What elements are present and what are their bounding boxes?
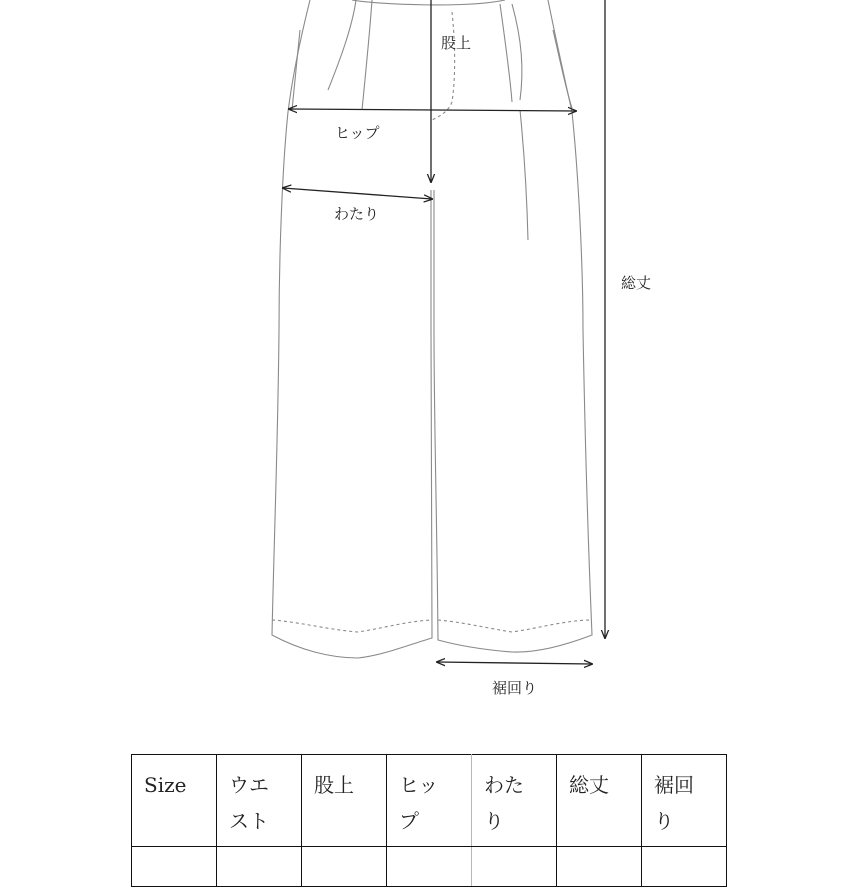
- waistband-line: [352, 0, 505, 5]
- header-hip: ヒッ プ: [387, 755, 472, 847]
- hem-arrow: [437, 662, 592, 664]
- hip-arrow: [289, 109, 576, 111]
- size-table: [131, 754, 727, 887]
- table-header-row: [132, 755, 727, 847]
- right-pleat-2: [512, 4, 522, 100]
- pants-outline: [272, 0, 592, 658]
- table-row: [132, 847, 727, 887]
- right-cuff-line: [438, 620, 592, 632]
- thigh-arrow: [283, 188, 432, 199]
- left-pleat-2: [362, 0, 372, 110]
- table-cell: [132, 847, 217, 887]
- header-hem: 裾回 り: [642, 755, 727, 847]
- rise-label: 股上: [441, 34, 472, 52]
- left-pleat: [328, 0, 356, 90]
- right-pleat: [500, 4, 512, 102]
- thigh-label: わたり: [334, 205, 380, 223]
- header-rise: 股上: [302, 755, 387, 847]
- table-cell: [472, 847, 557, 887]
- measurement-arrows: [283, 0, 605, 664]
- table-cell: [217, 847, 302, 887]
- table-cell: [302, 847, 387, 887]
- left-leg-outline: [272, 0, 432, 658]
- table-cell: [642, 847, 727, 887]
- fly-stitch: [432, 12, 455, 120]
- header-waist: ウエ スト: [217, 755, 302, 847]
- right-crease: [520, 110, 528, 240]
- length-label: 総丈: [621, 274, 652, 292]
- table-cell: [387, 847, 472, 887]
- header-thigh: わた り: [472, 755, 557, 847]
- right-leg-outline: [434, 0, 592, 652]
- header-size: Size: [132, 755, 217, 847]
- hem-label: 裾回り: [492, 679, 538, 697]
- hip-label: ヒップ: [335, 124, 380, 142]
- header-length: 総丈: [557, 755, 642, 847]
- table-cell: [557, 847, 642, 887]
- left-pocket: [292, 30, 300, 110]
- left-cuff-line: [272, 620, 432, 632]
